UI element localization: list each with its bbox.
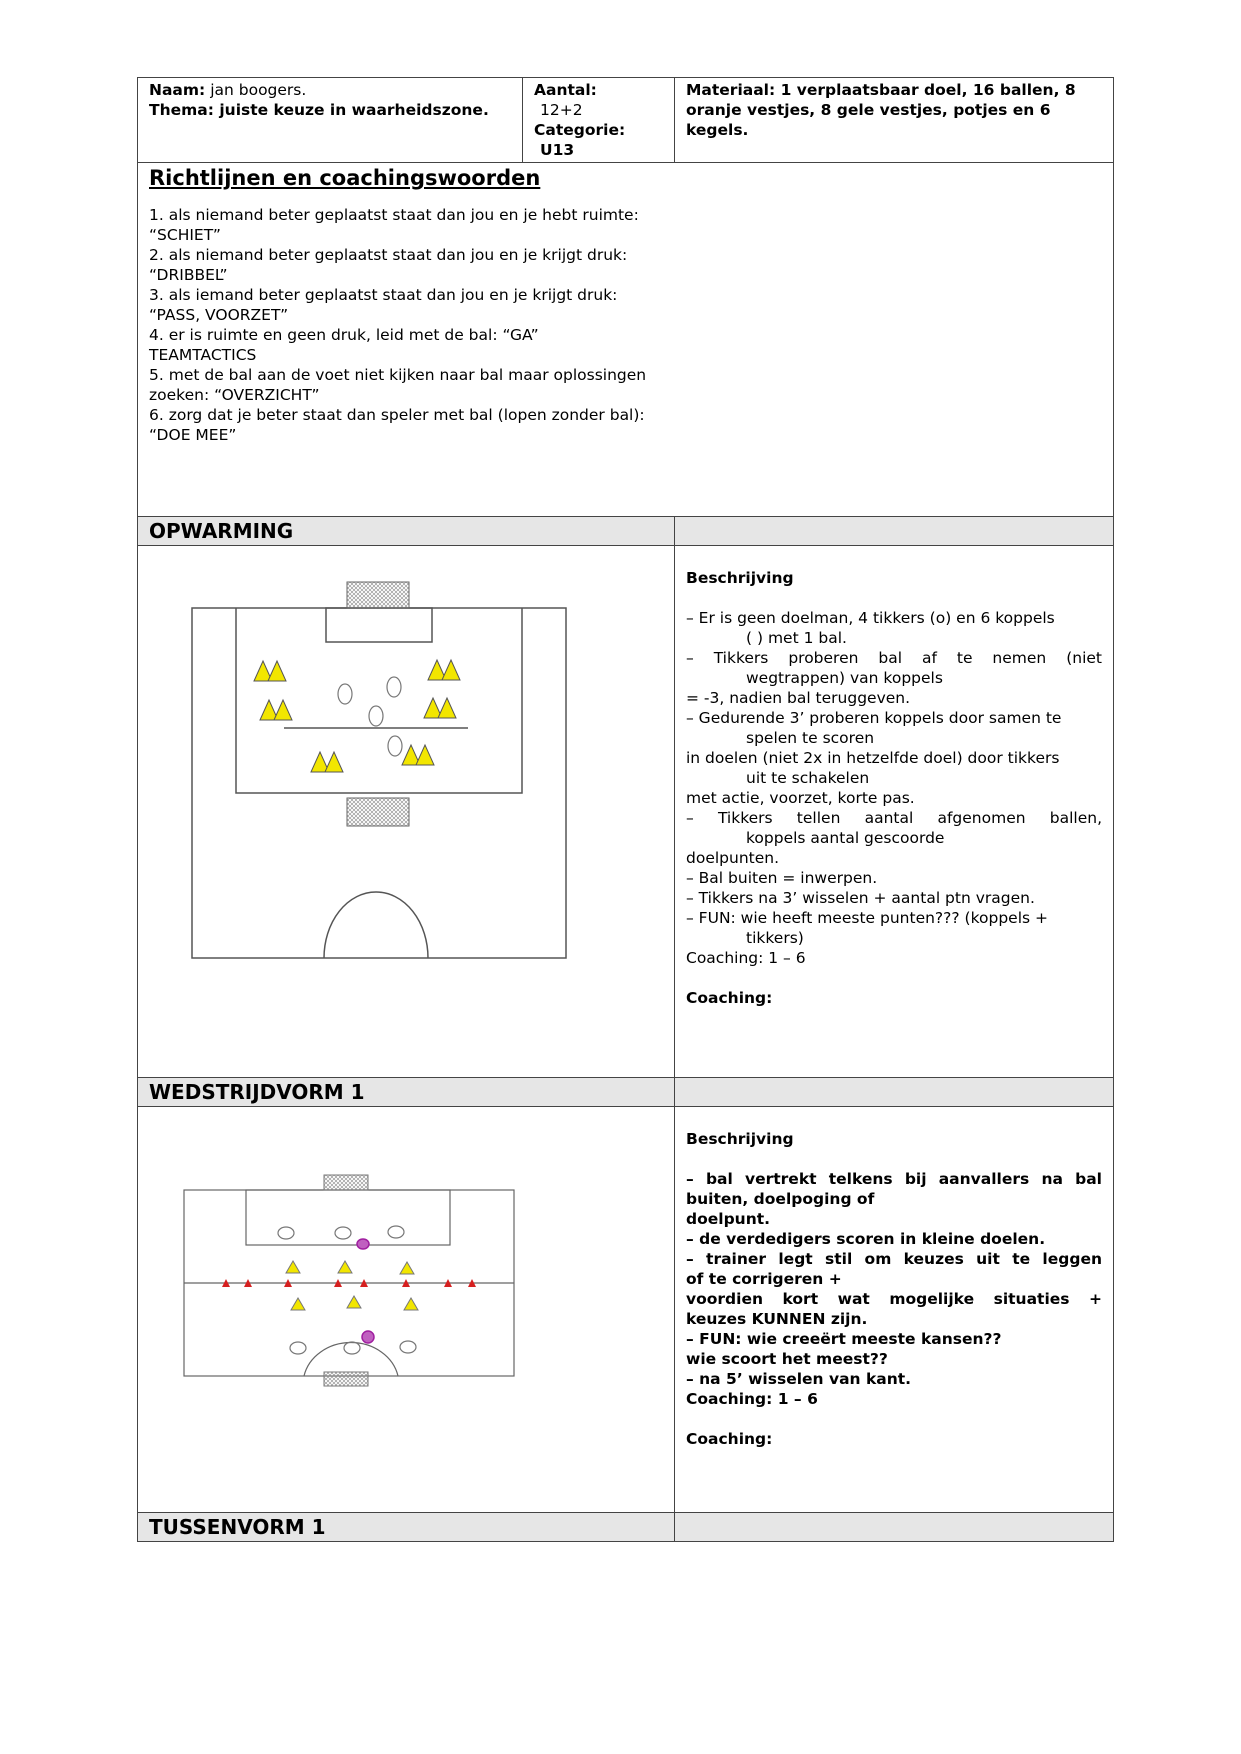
game-defender-cone [338, 1261, 352, 1273]
guideline-line: “DRIBBEL” [149, 266, 228, 284]
warmup-desc-line: doelpunten. [686, 849, 780, 867]
guideline-line: 5. met de bal aan de voet niet kijken naar bal maar oplossingen [149, 366, 647, 384]
warmup-field-outline [192, 608, 566, 958]
warmup-bottom-goal [347, 798, 409, 826]
guideline-line: 2. als niemand beter geplaatst staat dan jou en je krijgt druk: [149, 246, 628, 264]
thema-label: Thema: [149, 101, 214, 119]
game-desc-line: of te corrigeren + [686, 1270, 842, 1288]
game-description [686, 1169, 1102, 1409]
warmup-desc-line: – Bal buiten = inwerpen. [686, 869, 878, 887]
guidelines-title: Richtlijnen en coachingswoorden [149, 166, 541, 190]
tussenvorm-header: TUSSENVORM 1 [138, 1513, 675, 1542]
game-center-arc [304, 1343, 398, 1376]
training-table [137, 77, 1114, 1542]
game-desc-line: keuzes KUNNEN zijn. [686, 1310, 868, 1328]
game-desc-line: doelpunt. [686, 1210, 771, 1228]
game-attacker [335, 1227, 351, 1239]
warmup-tagger [388, 736, 402, 756]
game-defender-cone [286, 1261, 300, 1273]
warmup-top-goal [347, 582, 409, 608]
categorie-label: Categorie: [534, 121, 626, 139]
game-desc-line: Coaching: 1 – 6 [686, 1390, 818, 1408]
thema-value: juiste keuze in waarheidszone. [219, 101, 489, 119]
aantal-value: 12+2 [540, 101, 583, 119]
game-penalty-area [246, 1190, 450, 1245]
guideline-line: “SCHIET” [149, 226, 221, 244]
warmup-desc-line: – Tikkers na 3’ wisselen + aantal ptn vragen. [686, 889, 1035, 907]
warmup-penalty-area [236, 608, 522, 793]
warmup-desc-line: met actie, voorzet, korte pas. [686, 789, 915, 807]
warmup-cone [268, 661, 286, 681]
game-desc-cell [675, 1107, 1114, 1513]
warmup-cone [416, 745, 434, 765]
warmup-desc-line: Coaching: 1 – 6 [686, 949, 806, 967]
wedstrijdvorm-header-right [675, 1078, 1114, 1107]
warmup-goal-area [326, 608, 432, 642]
warmup-field-diagram [138, 546, 675, 1076]
info-cell [138, 78, 523, 163]
warmup-desc-line: – Gedurende 3’ proberen koppels door samen te [686, 709, 1062, 727]
game-desc-title: Beschrijving [686, 1130, 794, 1148]
warmup-cone [438, 698, 456, 718]
warmup-cone [325, 752, 343, 772]
guideline-line: 3. als iemand beter geplaatst staat dan jou en je krijgt druk: [149, 286, 618, 304]
warmup-diagram-cell [138, 546, 675, 1078]
game-defender-cone [291, 1298, 305, 1310]
wedstrijdvorm-header: WEDSTRIJDVORM 1 [138, 1078, 675, 1107]
warmup-desc-line: – FUN: wie heeft meeste punten??? (koppels + [686, 909, 1048, 927]
warmup-tagger [387, 677, 401, 697]
warmup-coaching-label: Coaching: [686, 989, 773, 1007]
warmup-desc-line: uit te schakelen [746, 769, 870, 787]
game-desc-line: – trainer legt stil om keuzes uit te leggen [686, 1250, 1102, 1268]
game-attacker [290, 1342, 306, 1354]
warmup-cone [274, 700, 292, 720]
game-attacker [388, 1226, 404, 1238]
opwarming-header: OPWARMING [138, 517, 675, 546]
game-coaching-label: Coaching: [686, 1430, 773, 1448]
game-top-goal [324, 1175, 368, 1190]
game-desc-line: – de verdedigers scoren in kleine doelen. [686, 1230, 1046, 1248]
game-desc-line: voordien kort wat mogelijke situaties + [686, 1290, 1102, 1308]
materiaal-text: Materiaal: 1 verplaatsbaar doel, 16 ballen, 8 oranje vestjes, 8 gele vestjes, potjes en 6 kegels. [675, 78, 1114, 163]
warmup-description [686, 608, 1102, 968]
game-trainer [357, 1239, 369, 1249]
game-field-diagram [138, 1107, 675, 1511]
training-sheet [137, 77, 1113, 1542]
warmup-desc-line: tikkers) [746, 929, 804, 947]
game-desc-line: buiten, doelpoging of [686, 1190, 875, 1208]
warmup-desc-title: Beschrijving [686, 569, 794, 587]
warmup-desc-line: spelen te scoren [746, 729, 875, 747]
naam-label: Naam: [149, 81, 206, 99]
guidelines-cell [138, 163, 1114, 517]
warmup-desc-line: = -3, nadien bal teruggeven. [686, 689, 911, 707]
warmup-desc-line: – Er is geen doelman, 4 tikkers (o) en 6 koppels [686, 609, 1055, 627]
warmup-desc-line: ( ) met 1 bal. [746, 629, 847, 647]
warmup-desc-cell [675, 546, 1114, 1078]
warmup-desc-line: – Tikkers proberen bal af te nemen (niet [686, 649, 1102, 667]
tussenvorm-header-right [675, 1513, 1114, 1542]
warmup-desc-line: wegtrappen) van koppels [746, 669, 943, 687]
game-attacker [344, 1342, 360, 1354]
categorie-value: U13 [540, 141, 575, 159]
warmup-center-arc [324, 892, 428, 958]
aantal-label: Aantal: [534, 81, 597, 99]
warmup-tagger [338, 684, 352, 704]
warmup-desc-line: in doelen (niet 2x in hetzelfde doel) door tikkers [686, 749, 1060, 767]
game-attacker [400, 1341, 416, 1353]
guideline-line: zoeken: “OVERZICHT” [149, 386, 320, 404]
guideline-line: 1. als niemand beter geplaatst staat dan jou en je hebt ruimte: [149, 206, 639, 224]
game-diagram-cell [138, 1107, 675, 1513]
game-defender-cone [404, 1298, 418, 1310]
game-desc-line: – na 5’ wisselen van kant. [686, 1370, 912, 1388]
game-bottom-goal [324, 1372, 368, 1386]
game-defender-cone [347, 1296, 361, 1308]
warmup-desc-line: – Tikkers tellen aantal afgenomen ballen, [686, 809, 1102, 827]
game-attacker [278, 1227, 294, 1239]
game-desc-line: – FUN: wie creeërt meeste kansen?? [686, 1330, 1002, 1348]
game-trainer [362, 1331, 374, 1343]
game-desc-line: wie scoort het meest?? [686, 1350, 888, 1368]
count-cell [523, 78, 675, 163]
warmup-desc-line: koppels aantal gescoorde [746, 829, 945, 847]
guidelines-list [149, 205, 1102, 445]
guideline-line: 4. er is ruimte en geen druk, leid met de bal: “GA” [149, 326, 539, 344]
guideline-line: “PASS, VOORZET” [149, 306, 289, 324]
game-desc-line: – bal vertrekt telkens bij aanvallers na bal [686, 1170, 1102, 1188]
guideline-line: TEAMTACTICS [149, 346, 257, 364]
guideline-line: 6. zorg dat je beter staat dan speler met bal (lopen zonder bal): [149, 406, 645, 424]
naam-value: jan boogers. [210, 81, 307, 99]
warmup-tagger [369, 706, 383, 726]
warmup-cone [442, 660, 460, 680]
opwarming-header-right [675, 517, 1114, 546]
guideline-line: “DOE MEE” [149, 426, 237, 444]
game-defender-cone [400, 1262, 414, 1274]
